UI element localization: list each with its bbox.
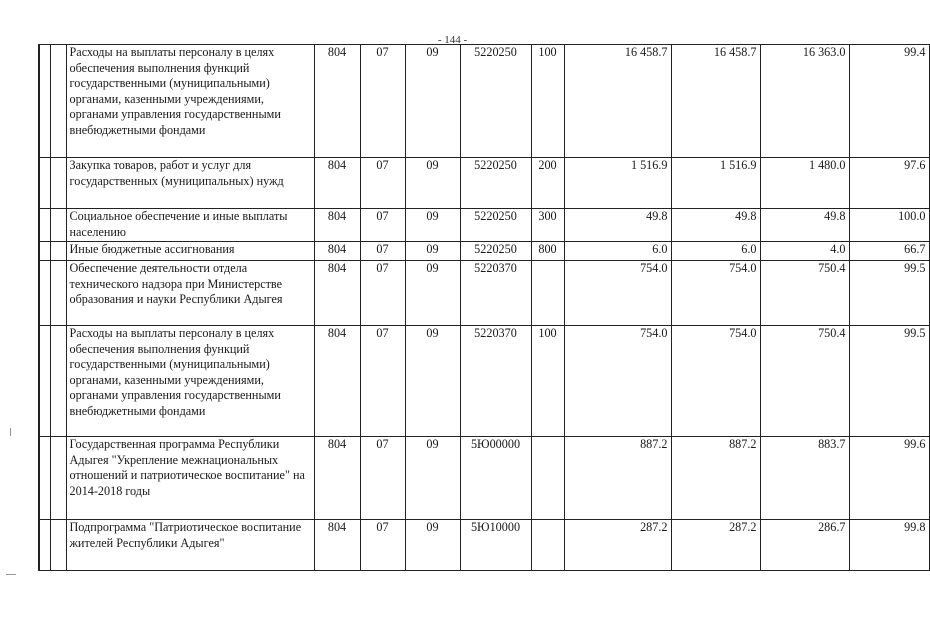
- row-name: Закупка товаров, работ и услуг для государственных (муниципальных) нужд: [66, 158, 314, 209]
- section-code: 07: [360, 520, 405, 571]
- subsection-code: 09: [405, 158, 460, 209]
- target-article: 5Ю00000: [460, 437, 531, 520]
- revised-amount: 6.0: [671, 242, 760, 261]
- margin-cell: [50, 45, 66, 158]
- ministry-code: 804: [314, 242, 360, 261]
- executed-amount: 1 480.0: [760, 158, 849, 209]
- subsection-code: 09: [405, 209, 460, 242]
- expense-type: 300: [531, 209, 564, 242]
- section-code: 07: [360, 326, 405, 437]
- margin-cell: [50, 326, 66, 437]
- approved-amount: 49.8: [564, 209, 671, 242]
- section-code: 07: [360, 209, 405, 242]
- expense-type: 100: [531, 326, 564, 437]
- executed-amount: 4.0: [760, 242, 849, 261]
- executed-amount: 883.7: [760, 437, 849, 520]
- table-row: [39, 520, 929, 571]
- execution-percent: 100.0: [849, 209, 929, 242]
- revised-amount: 1 516.9: [671, 158, 760, 209]
- scan-mark: [10, 428, 11, 436]
- ministry-code: 804: [314, 437, 360, 520]
- approved-amount: 754.0: [564, 261, 671, 326]
- execution-percent: 99.8: [849, 520, 929, 571]
- row-name: Обеспечение деятельности отдела технического надзора при Министерстве образования и науки Республики Адыгея: [66, 261, 314, 326]
- margin-cell: [39, 45, 50, 158]
- subsection-code: 09: [405, 326, 460, 437]
- budget-table: [38, 44, 930, 571]
- page-number: - 144 -: [437, 34, 468, 46]
- ministry-code: 804: [314, 326, 360, 437]
- margin-cell: [50, 209, 66, 242]
- subsection-code: 09: [405, 520, 460, 571]
- row-name: Социальное обеспечение и иные выплаты населению: [66, 209, 314, 242]
- table-row: [39, 45, 929, 158]
- execution-percent: 99.5: [849, 261, 929, 326]
- target-article: 5220370: [460, 261, 531, 326]
- table-row: [39, 261, 929, 326]
- table-row: [39, 158, 929, 209]
- target-article: 5220250: [460, 45, 531, 158]
- row-name: Государственная программа Республики Адыгея "Укрепление межнациональных отношений и патриотическое воспитание" на 2014-2018 годы: [66, 437, 314, 520]
- target-article: 5220250: [460, 158, 531, 209]
- expense-type: [531, 261, 564, 326]
- expense-type: 800: [531, 242, 564, 261]
- subsection-code: 09: [405, 261, 460, 326]
- margin-cell: [50, 261, 66, 326]
- scan-mark: [6, 574, 16, 575]
- margin-cell: [50, 437, 66, 520]
- expense-type: 200: [531, 158, 564, 209]
- expense-type: [531, 520, 564, 571]
- table-row: [39, 437, 929, 520]
- revised-amount: 754.0: [671, 261, 760, 326]
- revised-amount: 287.2: [671, 520, 760, 571]
- margin-cell: [39, 326, 50, 437]
- ministry-code: 804: [314, 209, 360, 242]
- subsection-code: 09: [405, 45, 460, 158]
- revised-amount: 887.2: [671, 437, 760, 520]
- execution-percent: 99.5: [849, 326, 929, 437]
- margin-cell: [39, 437, 50, 520]
- row-name: Расходы на выплаты персоналу в целях обеспечения выполнения функций государственными (муниципальными) органами, казенными учреждениями, органами управления государственными внебюджетными фондами: [66, 45, 314, 158]
- margin-cell: [39, 520, 50, 571]
- target-article: 5220250: [460, 242, 531, 261]
- section-code: 07: [360, 45, 405, 158]
- margin-cell: [39, 242, 50, 261]
- margin-cell: [50, 158, 66, 209]
- ministry-code: 804: [314, 158, 360, 209]
- ministry-code: 804: [314, 520, 360, 571]
- approved-amount: 6.0: [564, 242, 671, 261]
- target-article: 5220370: [460, 326, 531, 437]
- approved-amount: 887.2: [564, 437, 671, 520]
- execution-percent: 97.6: [849, 158, 929, 209]
- margin-cell: [39, 158, 50, 209]
- row-name: Иные бюджетные ассигнования: [66, 242, 314, 261]
- margin-cell: [50, 242, 66, 261]
- row-name: Подпрограмма "Патриотическое воспитание жителей Республики Адыгея": [66, 520, 314, 571]
- target-article: 5Ю10000: [460, 520, 531, 571]
- expense-type: [531, 437, 564, 520]
- approved-amount: 754.0: [564, 326, 671, 437]
- approved-amount: 16 458.7: [564, 45, 671, 158]
- section-code: 07: [360, 158, 405, 209]
- revised-amount: 16 458.7: [671, 45, 760, 158]
- ministry-code: 804: [314, 45, 360, 158]
- executed-amount: 750.4: [760, 326, 849, 437]
- target-article: 5220250: [460, 209, 531, 242]
- executed-amount: 286.7: [760, 520, 849, 571]
- execution-percent: 66.7: [849, 242, 929, 261]
- subsection-code: 09: [405, 437, 460, 520]
- executed-amount: 16 363.0: [760, 45, 849, 158]
- approved-amount: 287.2: [564, 520, 671, 571]
- margin-cell: [39, 261, 50, 326]
- execution-percent: 99.4: [849, 45, 929, 158]
- revised-amount: 49.8: [671, 209, 760, 242]
- executed-amount: 750.4: [760, 261, 849, 326]
- execution-percent: 99.6: [849, 437, 929, 520]
- table-row: [39, 209, 929, 242]
- section-code: 07: [360, 437, 405, 520]
- expense-type: 100: [531, 45, 564, 158]
- executed-amount: 49.8: [760, 209, 849, 242]
- section-code: 07: [360, 242, 405, 261]
- section-code: 07: [360, 261, 405, 326]
- row-name: Расходы на выплаты персоналу в целях обеспечения выполнения функций государственными (муниципальными) органами, казенными учреждениями, органами управления государственными внебюджетными фондами: [66, 326, 314, 437]
- ministry-code: 804: [314, 261, 360, 326]
- approved-amount: 1 516.9: [564, 158, 671, 209]
- margin-cell: [50, 520, 66, 571]
- revised-amount: 754.0: [671, 326, 760, 437]
- margin-cell: [39, 209, 50, 242]
- subsection-code: 09: [405, 242, 460, 261]
- table-row: [39, 326, 929, 437]
- table-row: [39, 242, 929, 261]
